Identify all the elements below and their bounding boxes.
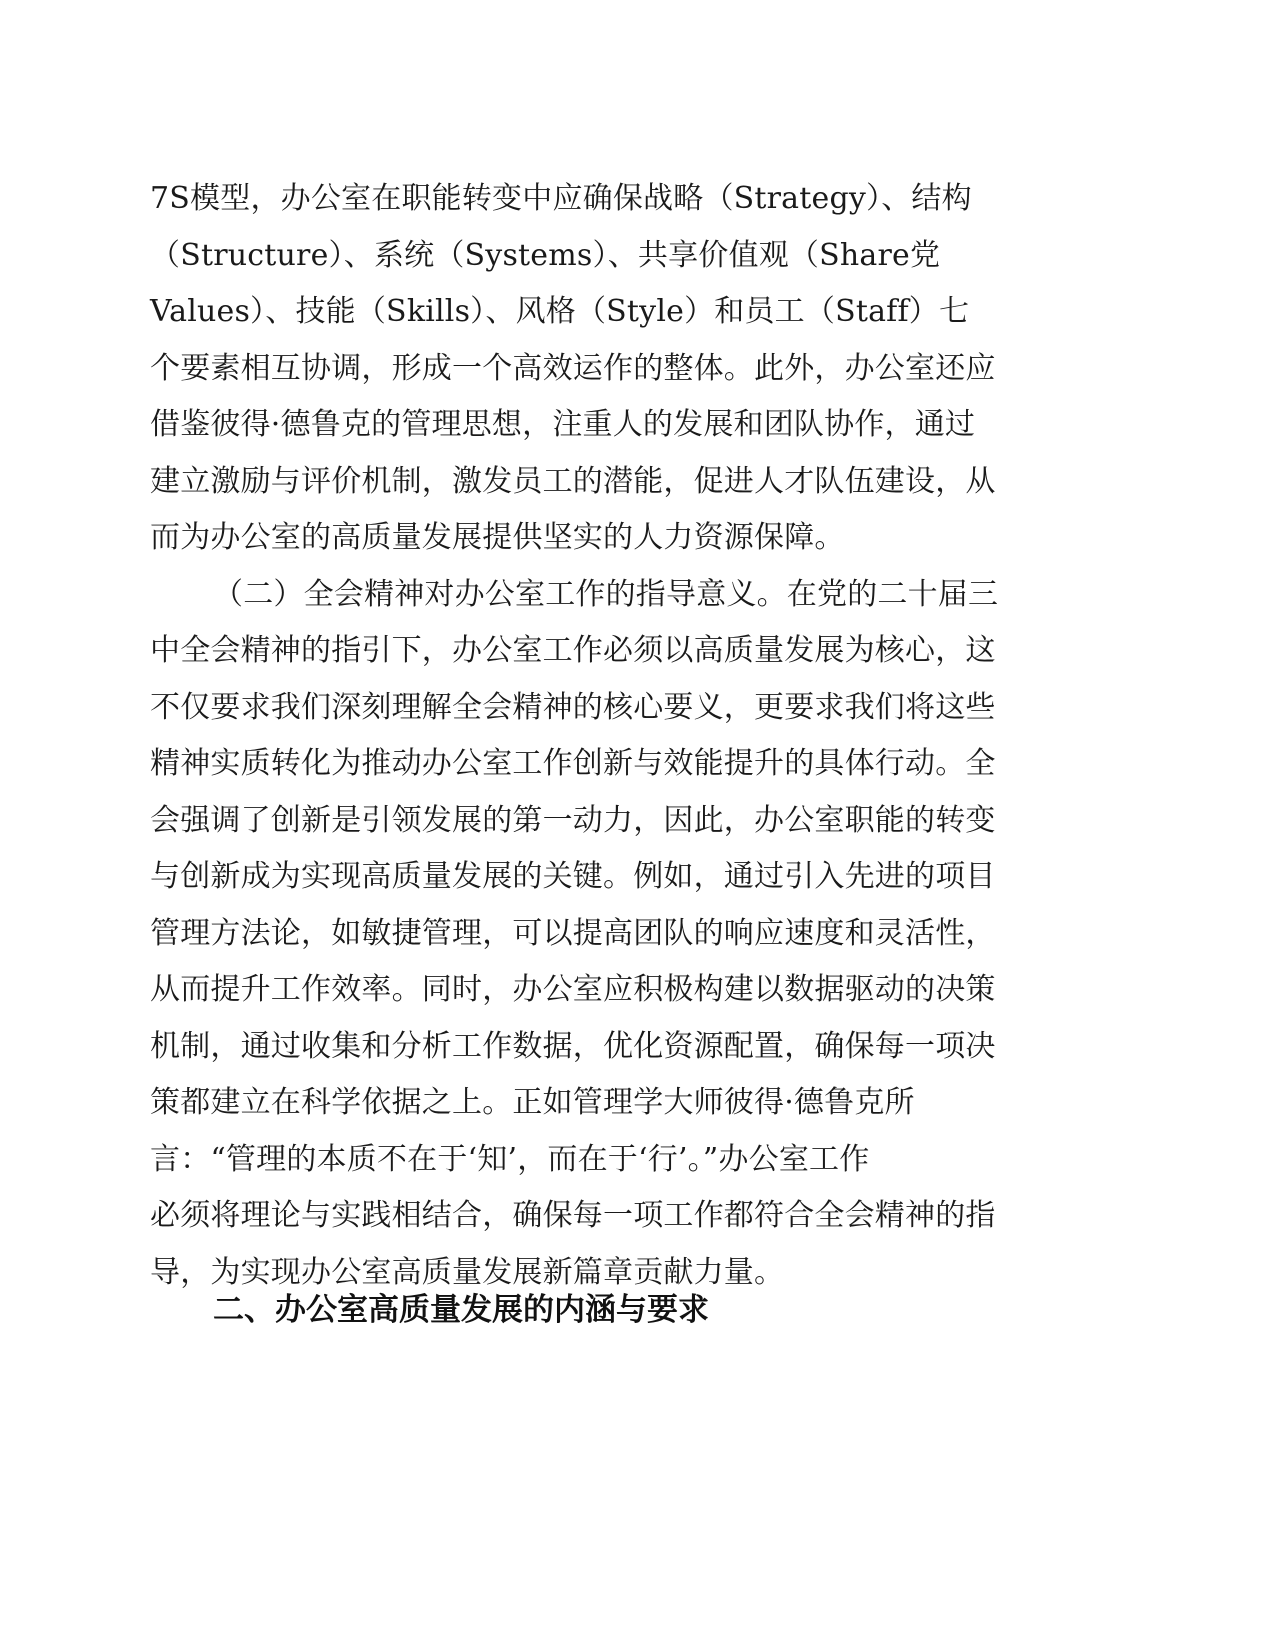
section-heading: 二、办公室高质量发展的内涵与要求: [213, 1292, 709, 1328]
text-line: 言：“管理的本质不在于‘知’，而在于‘行’。”办公室工作: [150, 1141, 870, 1177]
text-line: 借鉴彼得·德鲁克的管理思想，注重人的发展和团队协作，通过: [150, 407, 976, 442]
text-line: 导，为实现办公室高质量发展新篇章贡献力量。: [150, 1254, 785, 1290]
text-line: 7S模型，办公室在职能转变中应确保战略（Strategy）、结构: [150, 181, 972, 216]
text-line: 会强调了创新是引领发展的第一动力，因此，办公室职能的转变: [150, 802, 996, 838]
text-line: 管理方法论，如敏捷管理，可以提高团队的响应速度和灵活性，: [150, 915, 996, 951]
text-line: Values）、技能（Skills）、风格（Style）和员工（Staff）七: [150, 294, 970, 329]
text-line: 而为办公室的高质量发展提供坚实的人力资源保障。: [150, 520, 845, 555]
body-text: [150, 171, 1050, 1301]
text-line: 精神实质转化为推动办公室工作创新与效能提升的具体行动。全: [150, 746, 996, 781]
text-line: 策都建立在科学依据之上。正如管理学大师彼得·德鲁克所: [150, 1085, 915, 1120]
text-line: 个要素相互协调，形成一个高效运作的整体。此外，办公室还应: [150, 350, 996, 386]
text-line: 不仅要求我们深刻理解全会精神的核心要义，更要求我们将这些: [150, 689, 996, 725]
text-line: （二）全会精神对办公室工作的指导意义。在党的二十届三: [213, 576, 999, 612]
text-line: 与创新成为实现高质量发展的关键。例如，通过引入先进的项目: [150, 859, 996, 894]
text-line: 从而提升工作效率。同时，办公室应积极构建以数据驱动的决策: [150, 972, 996, 1007]
text-line: 中全会精神的指引下，办公室工作必须以高质量发展为核心，这: [150, 633, 996, 668]
text-line: （Structure）、系统（Systems）、共享价值观（Share党: [150, 237, 941, 273]
paragraph-guidance: [150, 567, 1050, 1302]
text-line: 必须将理论与实践相结合，确保每一项工作都符合全会精神的指: [150, 1198, 996, 1233]
paragraph-7s-model: [150, 171, 1050, 567]
text-line: 建立激励与评价机制，激发员工的潜能，促进人才队伍建设，从: [150, 463, 996, 499]
text-line: 机制，通过收集和分析工作数据，优化资源配置，确保每一项决: [150, 1028, 996, 1064]
